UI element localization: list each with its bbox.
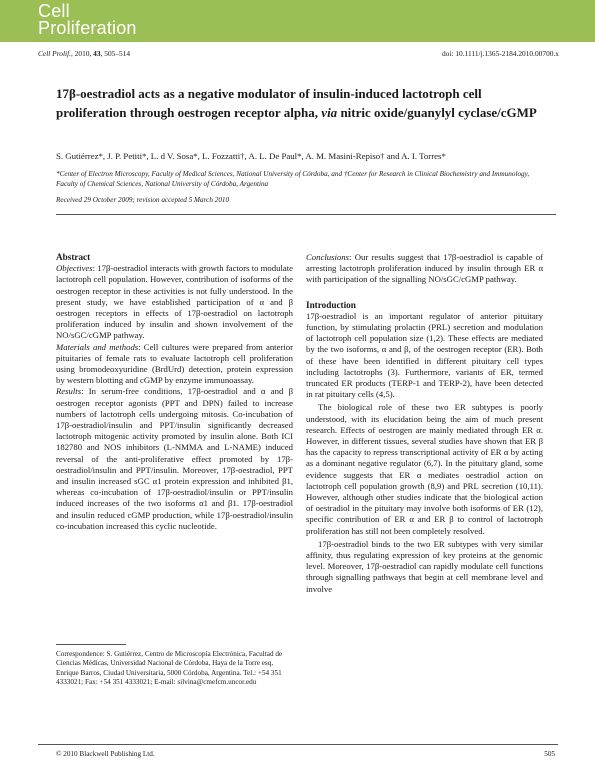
objectives-label: Objectives	[56, 263, 93, 274]
title-end: nitric oxide/guanylyl cyclase/cGMP	[337, 105, 537, 120]
abstract-results	[56, 386, 293, 532]
results-label: Results	[56, 386, 82, 397]
intro-paragraph-1: 17β-oestradiol is an important regulator of anterior pituitary function, by stimulating prolactin (PRL) secretion and modulation of lactotroph cell population size (1,2). These effects are mediated by the two isoforms, α and β, of the oestrogen receptor (ER). Both of these have been identified in different pituitary cell types including lactotrophs (3). Furthermore, variants of ER, termed truncated ER products (TERP-1 and TERP-2), have been detected in rat pituitary cells (4,5).	[306, 310, 543, 400]
abstract-methods	[56, 342, 293, 387]
logo-line-1: Cell	[38, 1, 70, 21]
objectives-text: : 17β-oestradiol interacts with growth factors to modulate lactotroph cell population. However, contribution of isoforms of the oestrogen receptor in these activities is not fully understood. In the present study, we have established participation of α and β oestrogen receptors in effects of 17β-oestradiol on lactotroph proliferation induced by insulin and shown involvement of the NO/sGC/cGMP pathway.	[56, 263, 293, 341]
citation-pages: , 505–514	[100, 49, 131, 58]
header-rule	[56, 214, 556, 215]
affiliations: *Center of Electron Microscopy, Faculty of Medical Sciences, National University of Córdoba, and †Center for Research in Clinical Biochemistry and Immunology, Faculty of Chemical Sciences, National University of Córdoba, Argentina	[56, 170, 530, 188]
logo-line-2: Proliferation	[38, 18, 137, 38]
received-dates: Received 29 October 2009; revision accepted 5 March 2010	[56, 196, 230, 204]
journal-banner	[0, 0, 595, 42]
author-list: S. Gutiérrez*, J. P. Petiti*, L. d V. Sosa*, L. Fozzatti†, A. L. De Paul*, A. M. Masini-Repiso† and A. I. Torres*	[56, 151, 446, 161]
introduction-heading: Introduction	[306, 299, 356, 310]
doi: doi: 10.1111/j.1365-2184.2010.00700.x	[441, 49, 559, 58]
abstract-objectives	[56, 263, 293, 341]
page-number: 505	[544, 750, 555, 758]
footer-rule	[38, 744, 558, 745]
intro-paragraph-2: The biological role of these two ER subtypes is poorly understood, with its elucidation being the aim of much present research. Effects of oestrogen are mainly mediated through ER α. However, in different tissues, several studies have shown that ER β has the capacity to repress transcriptional activity of ER α by acting as a dominant negative regulator (6,7). In the pituitary gland, some evidence suggests that ER α mediates oestradiol action on lactotroph cell population growth (8,9) and PRL secretion (10,11). However, although other studies indicate that the biological action of oestradiol in the pituitary may involve both isoforms of ER (12), specific contribution of ER α and ER β to control of lactotroph proliferation has still not been completely resolved.	[306, 402, 543, 536]
citation	[38, 49, 130, 58]
methods-text: : Cell cultures were prepared from anterior pituitaries of female rats to evaluate lactotroph cell proliferation using bromodeoxyuridine (BrdUrd) detection, protein expression by western blotting and cGMP by enzyme immunoassay.	[56, 341, 293, 386]
citation-journal: Cell Prolif.	[38, 49, 71, 58]
correspondence-rule	[56, 644, 126, 645]
article-title	[56, 84, 546, 122]
title-via: via	[321, 105, 338, 120]
conclusions-text: : Our results suggest that 17β-oestradiol is capable of arresting lactotroph proliferation induced by insulin through ER α with participation of the signalling NO/sGC/cGMP pathway.	[306, 252, 543, 285]
correspondence: Correspondence: S. Gutiérrez, Centro de Microscopía Electrónica, Facultad de Ciencias Médicas, Universidad Nacional de Córdoba, Haya de la Torre esq, Enrique Barros, Ciudad Universitaria, 5000 Córdoba, Argentina. Tel.: +54 351 4333021; Fax: +54 351 4333021; E-mail: silvina@cmefcm.uncor.edu	[56, 650, 283, 686]
citation-sep: , 2010,	[70, 49, 94, 58]
intro-paragraph-3: 17β-oestradiol binds to the two ER subtypes with very similar affinity, thus regulating expression of key proteins at the genomic level. Moreover, 17β-oestradiol can rapidly modulate cell functions through signalling pathways that begin at cell membrane level and involve	[306, 538, 543, 594]
title-main: 17β-oestradiol acts as a negative modulator of insulin-induced lactotroph cell proliferation through oestrogen receptor alpha,	[56, 86, 482, 120]
copyright: © 2010 Blackwell Publishing Ltd.	[56, 750, 155, 758]
left-column	[56, 252, 293, 532]
right-column	[306, 252, 543, 595]
journal-logo	[38, 3, 137, 37]
abstract-conclusions	[306, 252, 543, 286]
methods-label: Materials and methods	[56, 341, 139, 352]
abstract-heading: Abstract	[56, 252, 91, 262]
conclusions-label: Conclusions	[306, 252, 349, 262]
results-text: : In serum-free conditions, 17β-oestradiol and α and β oestrogen receptor agonists (PPT and DPN) failed to increase numbers of lactotroph cells undergoing mitosis. Co-incubation of 17β-oestradiol/insulin and PPT/insulin significantly decreased lactotroph mitogenic activity promoted by insulin alone. Both ICI 182780 and NOS inhibitors (L-NMMA and L-NAME) induced reversal of the anti-proliferative effect promoted by 17β-oestradiol/insulin and PPT/insulin. Moreover, 17β-oestradiol, PPT and insulin increased sGC α1 protein expression and inhibited β1, whereas co-incubation of 17β-oestradiol/insulin or PPT/insulin induced increases of the two isoforms α1 and β1. 17β-oestradiol and insulin reduced cGMP production, while 17β-oestradiol/insulin co-incubation increased this cyclic nucleotide.	[56, 386, 293, 531]
citation-volume: 43	[93, 49, 101, 58]
